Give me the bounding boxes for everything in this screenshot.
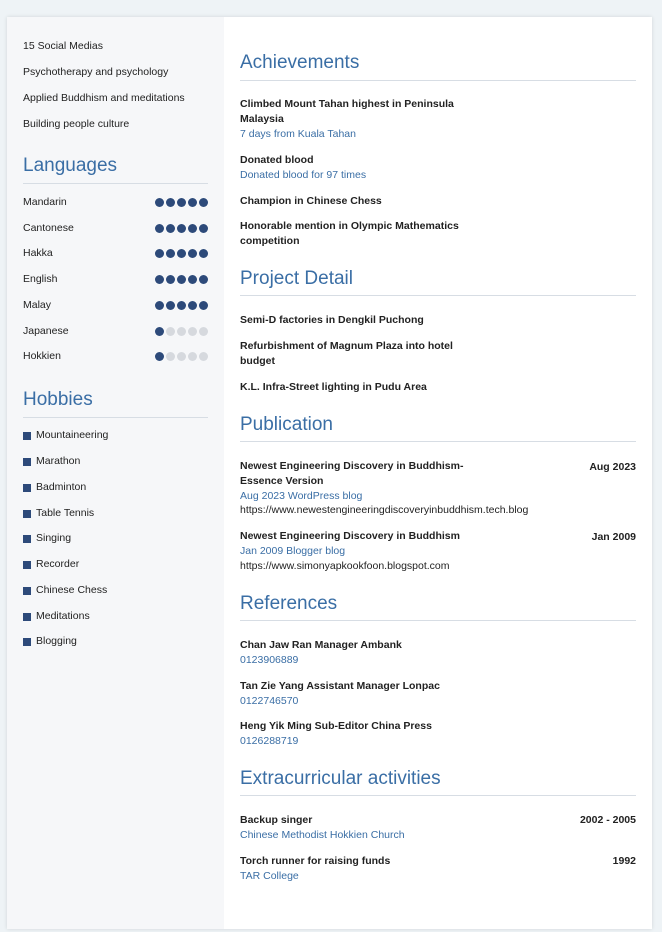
publication-url: https://www.simonyapkookfoon.blogspot.com	[240, 560, 450, 572]
resume-page	[7, 17, 652, 929]
level-dot-filled	[177, 224, 186, 233]
language-level	[155, 301, 208, 310]
achievements-heading: Achievements	[240, 52, 360, 73]
reference-phone: 0122746570	[240, 695, 299, 707]
level-dot-filled	[188, 249, 197, 258]
level-dot-filled	[166, 224, 175, 233]
square-bullet-icon	[23, 432, 31, 440]
language-row	[23, 350, 208, 364]
publication-divider	[240, 441, 636, 442]
level-dot-filled	[177, 198, 186, 207]
language-level	[155, 224, 208, 233]
hobbies-divider	[23, 417, 208, 418]
hobby-label: Badminton	[36, 481, 87, 493]
hobby-label: Marathon	[36, 455, 81, 467]
level-dot-filled	[166, 249, 175, 258]
level-dot-filled	[155, 249, 164, 258]
level-dot-filled	[177, 301, 186, 310]
level-dot-empty	[166, 327, 175, 336]
language-name: Mandarin	[23, 196, 67, 208]
level-dot-filled	[155, 327, 164, 336]
language-name: Japanese	[23, 325, 69, 337]
level-dot-filled	[199, 301, 208, 310]
publication-source: Aug 2023 WordPress blog	[240, 490, 363, 502]
interest-item: 15 Social Medias	[23, 40, 103, 52]
interest-item: Psychotherapy and psychology	[23, 66, 169, 78]
square-bullet-icon	[23, 458, 31, 466]
language-row	[23, 222, 208, 236]
references-divider	[240, 620, 636, 621]
hobby-label: Meditations	[36, 610, 90, 622]
publication-title: Newest Engineering Discovery in Buddhism-Essence Version	[240, 460, 464, 487]
square-bullet-icon	[23, 484, 31, 492]
hobby-label: Mountaineering	[36, 429, 109, 441]
level-dot-filled	[155, 224, 164, 233]
activity-organization: TAR College	[240, 870, 299, 882]
language-row	[23, 273, 208, 287]
hobby-label: Table Tennis	[36, 507, 95, 519]
activity-date: 1992	[612, 855, 636, 867]
language-level	[155, 275, 208, 284]
language-name: Malay	[23, 299, 52, 311]
interest-item: Building people culture	[23, 118, 130, 130]
publication-source: Jan 2009 Blogger blog	[240, 545, 346, 557]
level-dot-filled	[199, 275, 208, 284]
languages-divider	[23, 183, 208, 184]
activity-date: 2002 - 2005	[579, 814, 636, 826]
hobby-label: Chinese Chess	[36, 584, 108, 596]
project-title: Refurbishment of Magnum Plaza into hotel budget	[240, 340, 453, 367]
level-dot-empty	[166, 352, 175, 361]
achievement-title: Donated blood	[240, 154, 314, 166]
level-dot-filled	[199, 224, 208, 233]
publication-url: https://www.newestengineeringdiscoveryinbuddhism.tech.blog	[240, 504, 529, 516]
publication-title: Newest Engineering Discovery in Buddhism	[240, 530, 460, 542]
activity-organization: Chinese Methodist Hokkien Church	[240, 829, 405, 841]
level-dot-empty	[199, 327, 208, 336]
level-dot-filled	[188, 301, 197, 310]
language-name: Hakka	[23, 247, 53, 259]
project-title: Semi-D factories in Dengkil Puchong	[240, 314, 424, 326]
extracurricular-heading: Extracurricular activities	[240, 768, 441, 789]
achievement-title: Champion in Chinese Chess	[240, 195, 382, 207]
project-title: K.L. Infra-Street lighting in Pudu Area	[240, 381, 427, 393]
activity-title: Backup singer	[240, 814, 313, 826]
main-content	[240, 17, 636, 929]
language-name: English	[23, 273, 58, 285]
publication-date: Aug 2023	[589, 461, 636, 473]
reference-phone: 0123906889	[240, 654, 299, 666]
reference-phone: 0126288719	[240, 735, 299, 747]
square-bullet-icon	[23, 561, 31, 569]
references-heading: References	[240, 593, 338, 614]
extracurricular-divider	[240, 795, 636, 796]
square-bullet-icon	[23, 535, 31, 543]
level-dot-filled	[166, 275, 175, 284]
level-dot-empty	[177, 327, 186, 336]
language-row	[23, 325, 208, 339]
reference-name: Heng Yik Ming Sub-Editor China Press	[240, 720, 432, 732]
level-dot-empty	[177, 352, 186, 361]
language-row	[23, 196, 208, 210]
level-dot-filled	[155, 198, 164, 207]
projects-divider	[240, 295, 636, 296]
level-dot-filled	[177, 275, 186, 284]
language-level	[155, 249, 208, 258]
level-dot-filled	[166, 198, 175, 207]
language-name: Hokkien	[23, 350, 61, 362]
projects-heading: Project Detail	[240, 268, 353, 289]
reference-name: Tan Zie Yang Assistant Manager Lonpac	[240, 680, 440, 692]
level-dot-filled	[177, 249, 186, 258]
sidebar	[7, 17, 224, 929]
square-bullet-icon	[23, 510, 31, 518]
hobby-label: Recorder	[36, 558, 80, 570]
level-dot-filled	[199, 198, 208, 207]
language-level	[155, 352, 208, 361]
level-dot-filled	[188, 224, 197, 233]
achievement-detail: 7 days from Kuala Tahan	[240, 128, 356, 140]
activity-title: Torch runner for raising funds	[240, 855, 391, 867]
language-level	[155, 198, 208, 207]
level-dot-filled	[199, 249, 208, 258]
level-dot-filled	[188, 198, 197, 207]
level-dot-filled	[155, 275, 164, 284]
square-bullet-icon	[23, 587, 31, 595]
level-dot-empty	[188, 327, 197, 336]
reference-name: Chan Jaw Ran Manager Ambank	[240, 639, 402, 651]
publication-heading: Publication	[240, 414, 333, 435]
level-dot-filled	[188, 275, 197, 284]
level-dot-filled	[166, 301, 175, 310]
languages-heading: Languages	[23, 155, 118, 176]
level-dot-filled	[155, 352, 164, 361]
hobby-label: Singing	[36, 532, 72, 544]
language-row	[23, 299, 208, 313]
achievement-detail: Donated blood for 97 times	[240, 169, 367, 181]
level-dot-empty	[199, 352, 208, 361]
hobbies-heading: Hobbies	[23, 389, 93, 410]
square-bullet-icon	[23, 638, 31, 646]
achievements-divider	[240, 80, 636, 81]
language-name: Cantonese	[23, 222, 74, 234]
achievement-title: Climbed Mount Tahan highest in Peninsula Malaysia	[240, 98, 454, 125]
interest-item: Applied Buddhism and meditations	[23, 92, 185, 104]
language-row	[23, 247, 208, 261]
language-level	[155, 327, 208, 336]
level-dot-filled	[155, 301, 164, 310]
hobby-label: Blogging	[36, 635, 77, 647]
level-dot-empty	[188, 352, 197, 361]
achievement-title: Honorable mention in Olympic Mathematics competition	[240, 220, 459, 247]
publication-date: Jan 2009	[591, 531, 636, 543]
square-bullet-icon	[23, 613, 31, 621]
